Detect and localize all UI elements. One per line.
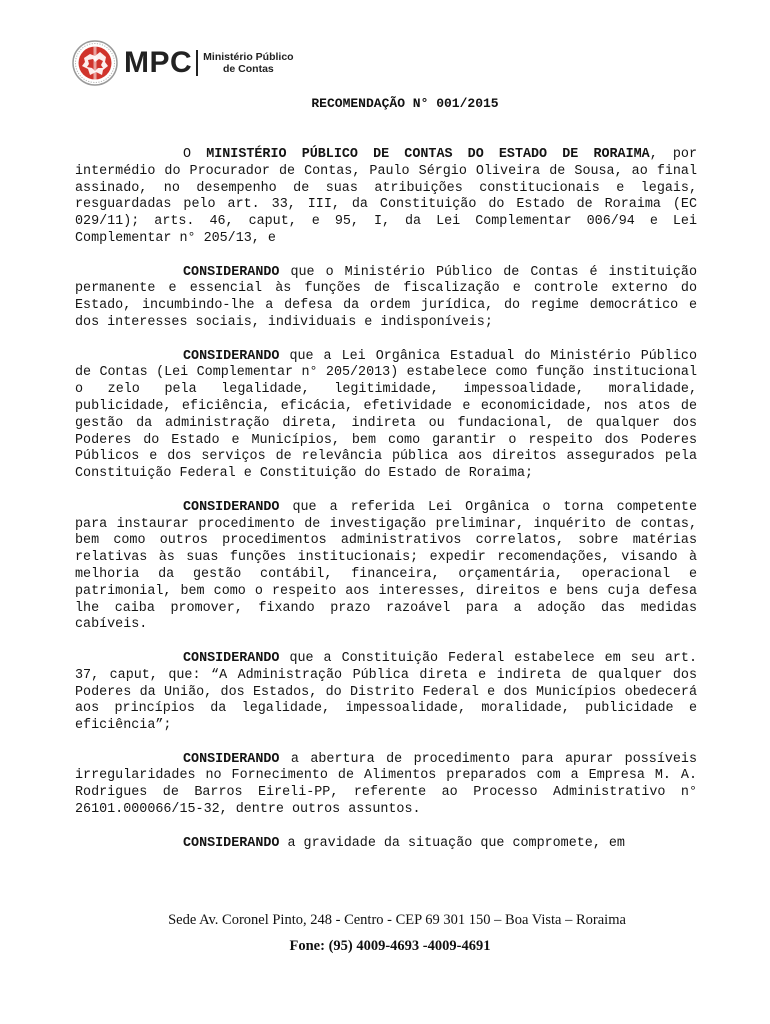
considerando-text: a abertura de procedimento para apurar possíveis irregularidades no Fornecimento de Alimentos preparados com a Empresa M. A. Rodrigues de Barros Eireli-PP, referente ao Processo Administrativo n° 26101.000066/15-32, dentre outros assuntos. <box>75 751 697 818</box>
mpc-seal-icon <box>72 40 118 86</box>
logo-subtitle <box>203 51 293 75</box>
mpc-logo <box>72 40 294 86</box>
footer-phone: Fone: (95) 4009-4693 -4009-4691 <box>289 938 491 954</box>
considerando-keyword: CONSIDERANDO <box>183 650 280 666</box>
footer-address: Sede Av. Coronel Pinto, 248 - Centro - CEP 69 301 150 – Boa Vista – Roraima <box>168 912 626 928</box>
considerando-paragraph <box>75 349 697 483</box>
considerando-text: a gravidade da situação que compromete, em <box>279 835 625 851</box>
considerando-keyword: CONSIDERANDO <box>183 499 280 515</box>
document-title: RECOMENDAÇÃO N° 001/2015 <box>311 96 499 111</box>
considerando-text: que a Lei Orgânica Estadual do Ministério Público de Contas (Lei Complementar n° 205/2013) estabelece como função institucional o zelo pela legalidade, legitimidade, impessoalidade, moralidade, publicidade, eficiência, eficácia, efetividade e economicidade, nos atos de gestão da administração direta, indireta ou fundacional, de qualquer dos Poderes do Estado e Municípios, bem como garantir o respeito dos Poderes Públicos e dos serviços de relevância pública aos direitos assegurados pela Constituição Federal e Constituição do Estado de Roraima; <box>75 348 697 482</box>
considerando-text: que a Constituição Federal estabelece em seu art. 37, caput, que: “A Administração Pública direta e indireta de qualquer dos Poderes da União, dos Estados, do Distrito Federal e dos Municípios obedecerá aos princípios da legalidade, impessoalidade, moralidade, publicidade e eficiência”; <box>75 650 697 734</box>
considerando-paragraph <box>75 500 697 634</box>
considerando-keyword: CONSIDERANDO <box>183 348 280 364</box>
logo-divider <box>196 50 198 76</box>
document-body <box>75 147 697 869</box>
considerando-paragraph <box>75 651 697 735</box>
logo-acronym: MPC <box>124 46 193 79</box>
intro-paragraph <box>75 147 697 248</box>
considerando-keyword: CONSIDERANDO <box>183 751 280 767</box>
considerando-text: que o Ministério Público de Contas é instituição permanente e essencial às funções de fiscalização e controle externo do Estado, incumbindo-lhe a defesa da ordem jurídica, do regime democrático e dos interesses sociais, individuais e indisponíveis; <box>75 264 697 330</box>
logo-subtitle-line1: Ministério Público <box>203 51 294 63</box>
considerando-keyword: CONSIDERANDO <box>183 264 280 280</box>
considerando-paragraph <box>75 265 697 332</box>
considerando-paragraph <box>75 836 697 853</box>
considerando-text: que a referida Lei Orgânica o torna competente para instaurar procedimento de investigação preliminar, inquérito de contas, bem como outros procedimentos administrativos correlatos, sobre matérias relativas às suas funções institucionais; expedir recomendações, visando à melhoria da gestão contábil, financeira, orçamentária, operacional e patrimonial, bem como o respeito aos interesses, direitos e bens cuja defesa lhe caiba promover, fixando prazo razoável para a adoção das medidas cabíveis. <box>75 499 697 633</box>
intro-lead: O <box>183 147 207 162</box>
intro-text: , por intermédio do Procurador de Contas, Paulo Sérgio Oliveira de Sousa, ao final assinado, no desempenho de suas atribuições constitucionais e legais, resguardadas pelo art. 33, III, da Constituição do Estado de Roraima (EC 029/11); arts. 46, caput, e 95, I, da Lei Complementar 006/94 e Lei Complementar n° 205/13, e <box>75 147 697 246</box>
considerando-keyword: CONSIDERANDO <box>183 835 280 851</box>
considerando-paragraph <box>75 752 697 819</box>
logo-subtitle-line2: de Contas <box>223 63 274 75</box>
intro-institution: MINISTÉRIO PÚBLICO DE CONTAS DO ESTADO DE RORAIMA <box>206 147 650 162</box>
